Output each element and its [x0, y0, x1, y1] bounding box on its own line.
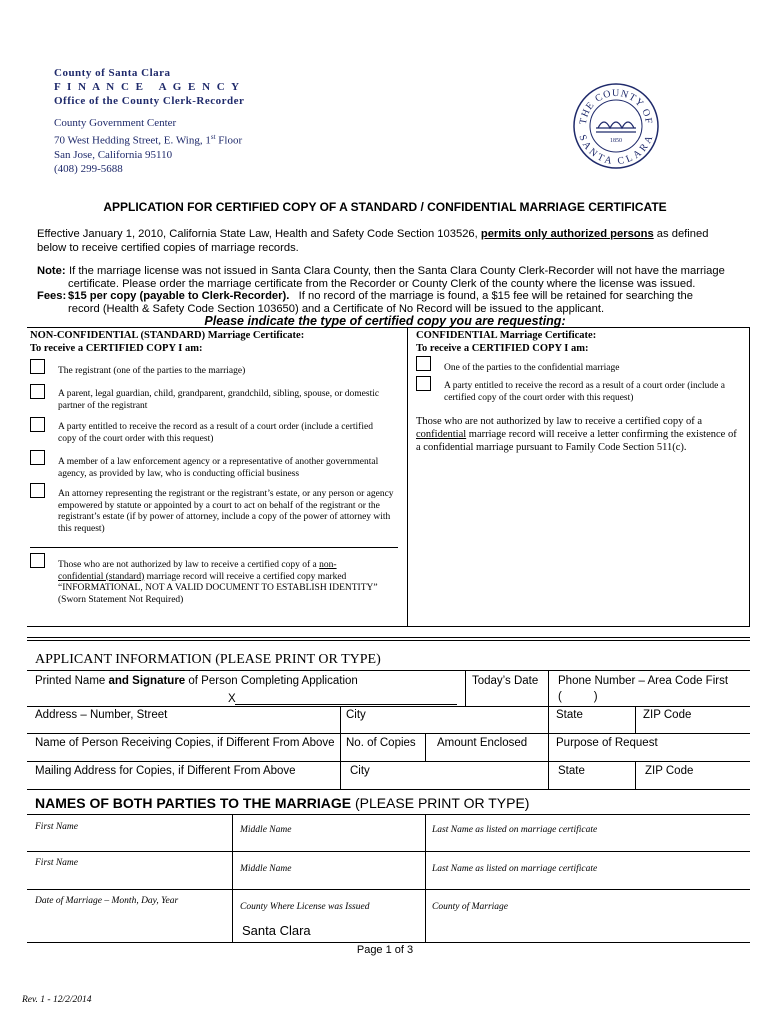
signature-line	[235, 704, 457, 705]
purpose-label: Purpose of Request	[556, 737, 658, 749]
nonconf-option-registrant: The registrant (one of the parties to the marriage)	[58, 366, 246, 376]
mail-state-label: State	[558, 765, 585, 777]
parties-heading: NAMES OF BOTH PARTIES TO THE MARRIAGE (PLEASE PRINT OR TYPE)	[35, 795, 530, 811]
first-name-2-label: First Name	[35, 858, 79, 868]
conf-option-court-order: A party entitled to receive the record as a result of a court order (include a certified copy of the court order with this request)	[444, 381, 725, 403]
r4-div-2	[548, 761, 549, 789]
first-name-1-label: First Name	[35, 822, 79, 832]
revision: Rev. 1 - 12/2/2014	[22, 995, 92, 1005]
phone-paren: ( )	[558, 691, 598, 703]
amount-label: Amount Enclosed	[437, 737, 528, 749]
conf-checkbox-party[interactable]	[416, 356, 431, 371]
county-of-marriage-label: County of Marriage	[432, 902, 508, 912]
applicant-row-line-4	[27, 761, 750, 762]
nonconf-checkbox-unauthorized[interactable]	[30, 553, 45, 568]
nonconf-checkbox-family[interactable]	[30, 384, 45, 399]
r4-div-3	[635, 761, 636, 789]
mail-city-label: City	[350, 765, 370, 777]
nonconf-heading: NON-CONFIDENTIAL (STANDARD) Marriage Certificate: To receive a CERTIFIED COPY I am:	[30, 330, 305, 354]
applicant-heading: APPLICANT INFORMATION (PLEASE PRINT OR TYPE)	[35, 652, 381, 667]
r3-div-3	[548, 733, 549, 761]
last-name-2-label: Last Name as listed on marriage certificate	[432, 864, 598, 874]
county-name: County of Santa Clara	[54, 67, 171, 79]
middle-name-2-label: Middle Name	[240, 864, 292, 874]
nonconf-unauthorized-text: Those who are not authorized by law to receive a certified copy of a non-confidential (standard) marriage record will receive a certified copy marked “INFORMATIONAL, NOT A VALID DOCUMENT TO ESTABLISH IDENTITY” (Sworn Statement Not Required)	[58, 560, 378, 605]
parties-line-1	[27, 814, 750, 815]
nonconf-option-family: A parent, legal guardian, child, grandparent, grandchild, sibling, spouse, or domestic partner of the registrant	[58, 389, 380, 411]
printed-name-label: Printed Name and Signature of Person Completing Application	[35, 675, 358, 687]
city-address: San Jose, California 95110	[54, 148, 173, 161]
seal-top-text: THE COUNTY OF	[577, 87, 655, 126]
city-label: City	[346, 709, 366, 721]
county-issued-value[interactable]: Santa Clara	[242, 923, 311, 938]
address-label: Address – Number, Street	[35, 709, 168, 721]
county-seal-icon	[572, 82, 660, 170]
phone-label: Phone Number – Area Code First	[558, 675, 729, 687]
r4-div-1	[340, 761, 341, 789]
copies-label: No. of Copies	[346, 737, 416, 749]
conf-checkbox-court-order[interactable]	[416, 376, 431, 391]
government-center: County Government Center	[54, 117, 177, 129]
todays-date-label: Today’s Date	[472, 675, 539, 687]
conf-heading: CONFIDENTIAL Marriage Certificate: To receive a CERTIFIED COPY I am:	[416, 330, 597, 354]
street-address: 70 West Hedding Street, E. Wing, 1st Floor	[54, 133, 243, 147]
mailing-label: Mailing Address for Copies, if Different From Above	[35, 765, 296, 777]
note-block: Note: If the marriage license was not issued in Santa Clara County, then the Santa Clara County Clerk-Recorder will not have the marriage certificate. Please order the marriage certificate from the Recorder or County Clerk of the county where the license was issued. Fees: $15 per copy (payable to Clerk-Recorder). If no record of the marriage is found, a $15 fee will be retained for searching the record (Health & Safety Code Section 103650) and a Certificate of No Record will be issued to the applicant.	[37, 265, 725, 315]
nonconf-checkbox-registrant[interactable]	[30, 359, 45, 374]
conf-unauthorized-text: Those who are not authorized by law to receive a certified copy of a confidential marriage record will receive a letter confirming the existence of a confidential marriage pursuant to Family Code Section 511(c).	[416, 416, 737, 453]
nonconf-option-law-enforcement: A member of a law enforcement agency or a representative of another governmental agency, as provided by law, who is conducting official business	[58, 457, 379, 479]
applicant-row-line-2	[27, 706, 750, 707]
section-divider-bottom	[27, 626, 750, 627]
applicant-row-line-1	[27, 670, 750, 671]
state-label: State	[556, 709, 583, 721]
indicate-heading: Please indicate the type of certified copy you are requesting:	[204, 314, 566, 328]
page-title: APPLICATION FOR CERTIFIED COPY OF A STANDARD / CONFIDENTIAL MARRIAGE CERTIFICATE	[103, 200, 667, 214]
r1-div-2	[548, 670, 549, 706]
double-rule-bottom	[27, 640, 750, 641]
r1-div-1	[465, 670, 466, 706]
nonconf-divider	[30, 547, 398, 548]
nonconf-checkbox-court-order[interactable]	[30, 417, 45, 432]
r2-div-1	[340, 706, 341, 733]
page-number: Page 1 of 3	[356, 944, 414, 956]
agency-header	[54, 66, 244, 176]
last-name-1-label: Last Name as listed on marriage certificate	[432, 825, 598, 835]
right-border	[749, 327, 750, 626]
seal-bottom-text: SANTA CLARA	[576, 133, 656, 168]
agency-name: F I N A N C E A G E N C Y	[54, 81, 242, 93]
parties-div-2	[425, 814, 426, 942]
parties-line-4	[27, 942, 750, 943]
phone-number: (408) 299-5688	[54, 162, 123, 175]
r2-div-3	[635, 706, 636, 733]
nonconf-option-court-order: A party entitled to receive the record as a result of a court order (include a certified copy of the court order with this request)	[58, 422, 373, 444]
intro-text: Effective January 1, 2010, California State Law, Health and Safety Code Section 103526, permits only authorized persons as defined below to receive certified copies of marriage records.	[37, 228, 709, 254]
parties-line-3	[27, 889, 750, 890]
seal-year: 1850	[610, 138, 622, 144]
conf-option-party: One of the parties to the confidential marriage	[444, 363, 620, 373]
zip-label: ZIP Code	[643, 709, 692, 721]
column-divider	[407, 327, 408, 626]
r3-div-1	[340, 733, 341, 761]
r3-div-2	[425, 733, 426, 761]
nonconf-option-attorney: An attorney representing the registrant or the registrant’s estate, or any person or agency empowered by statute or appointed by a court to act on behalf of the registrant or the registrant’s estate (if by power of attorney, include a copy of the power of attorney with this request)	[58, 489, 394, 534]
mail-zip-label: ZIP Code	[645, 765, 694, 777]
nonconf-checkbox-law-enforcement[interactable]	[30, 450, 45, 465]
parties-div-1	[232, 814, 233, 942]
r2-div-2	[548, 706, 549, 733]
receiver-label: Name of Person Receiving Copies, if Different From Above	[35, 737, 335, 749]
section-divider	[27, 327, 750, 328]
nonconf-checkbox-attorney[interactable]	[30, 483, 45, 498]
parties-line-2	[27, 851, 750, 852]
middle-name-1-label: Middle Name	[240, 825, 292, 835]
seal-bridge-icon	[596, 122, 636, 132]
office-name: Office of the County Clerk-Recorder	[54, 95, 245, 107]
applicant-row-line-5	[27, 789, 750, 790]
signature-x: X	[228, 693, 236, 705]
date-of-marriage-label: Date of Marriage – Month, Day, Year	[35, 896, 179, 906]
county-issued-label: County Where License was Issued	[240, 902, 370, 912]
applicant-row-line-3	[27, 733, 750, 734]
double-rule-top	[27, 637, 750, 638]
